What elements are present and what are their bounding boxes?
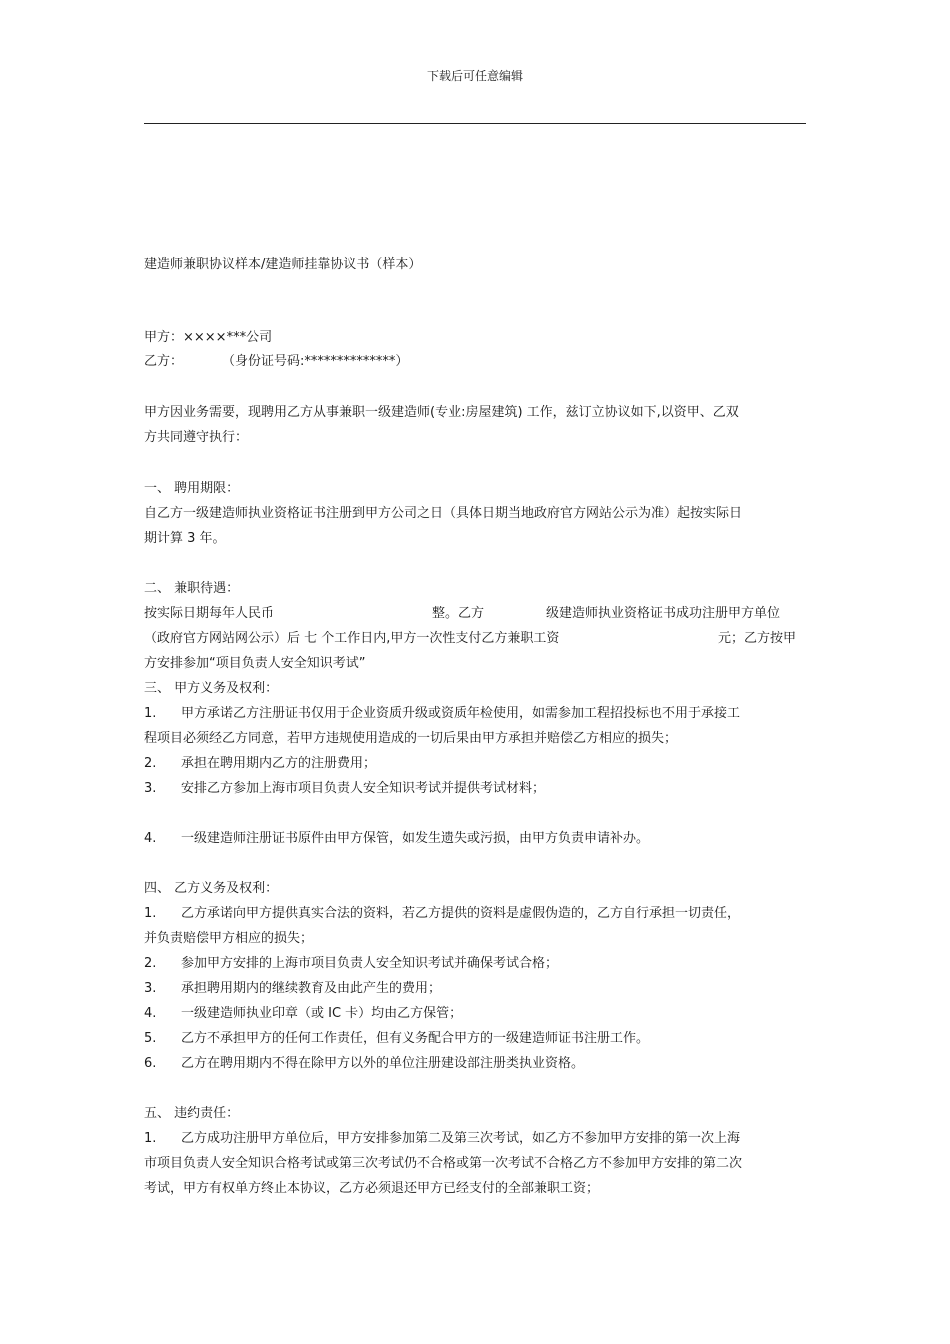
item-text: 一级建造师注册证书原件由甲方保管，如发生遗失或污损，由甲方负责申请补办。 <box>181 831 650 846</box>
item-number: 1. <box>144 906 157 921</box>
item-text: 甲方承诺乙方注册证书仅用于企业资质升级或资质年检使用，如需参加工程招投标也不用于承接工 <box>181 706 741 721</box>
item-text: 一级建造师执业印章（或 IC 卡）均由乙方保管； <box>181 1006 463 1021</box>
item-number: 3. <box>144 781 157 796</box>
section4-item-3 <box>144 977 441 1001</box>
page-header: 下载后可任意编辑 <box>426 69 523 83</box>
item-number: 5. <box>144 1031 157 1046</box>
section5-heading: 五、 违约责任： <box>144 1106 240 1121</box>
section2-line1-c: 级建造师执业资格证书成功注册甲方单位 <box>546 606 781 621</box>
item-number: 2. <box>144 956 157 971</box>
section1-line-1: 自乙方一级建造师执业资格证书注册到甲方公司之日（具体日期当地政府官方网站公示为准）起按实际日 <box>144 506 743 521</box>
section3-item-1-cont: 程项目必须经乙方同意，若甲方违规使用造成的一切后果由甲方承担并赔偿乙方相应的损失； <box>144 731 678 746</box>
section5-item-1-cont-2: 考试，甲方有权单方终止本协议，乙方必须退还甲方已经支付的全部兼职工资； <box>144 1181 600 1196</box>
item-number: 1. <box>144 1131 157 1146</box>
party-b-label: 乙方： <box>144 354 184 369</box>
intro-line-2: 方共同遵守执行： <box>144 430 249 445</box>
item-text: 乙方成功注册甲方单位后，甲方安排参加第二及第三次考试，如乙方不参加甲方安排的第一次上海 <box>181 1131 741 1146</box>
section2-line1-b: 整。乙方 <box>432 606 485 621</box>
item-number: 2. <box>144 756 157 771</box>
intro-line-1: 甲方因业务需要，现聘用乙方从事兼职一级建造师(专业:房屋建筑) 工作，兹订立协议如下,以资甲、乙双 <box>144 405 739 420</box>
item-number: 1. <box>144 706 157 721</box>
section3-item-2 <box>144 752 376 776</box>
header-rule <box>144 123 806 124</box>
item-number: 4. <box>144 1006 157 1021</box>
item-text: 安排乙方参加上海市项目负责人安全知识考试并提供考试材料； <box>181 781 546 796</box>
section2-line1-a: 按实际日期每年人民币 <box>144 606 275 621</box>
document-title: 建造师兼职协议样本/建造师挂靠协议书（样本） <box>144 257 422 272</box>
section3-item-3 <box>144 777 545 801</box>
section5-item-1 <box>144 1127 740 1151</box>
section2-line2-b: 元；乙方按甲 <box>718 631 797 646</box>
item-text: 乙方不承担甲方的任何工作责任，但有义务配合甲方的一级建造师证书注册工作。 <box>181 1031 650 1046</box>
section4-item-1 <box>144 902 740 926</box>
item-text: 承担聘用期内的继续教育及由此产生的费用； <box>181 981 442 996</box>
section4-item-6 <box>144 1052 584 1076</box>
section4-item-5 <box>144 1027 649 1051</box>
section3-item-4 <box>144 827 649 851</box>
party-b-id: （身份证号码:**************） <box>222 354 409 369</box>
item-text: 乙方在聘用期内不得在除甲方以外的单位注册建设部注册类执业资格。 <box>181 1056 585 1071</box>
item-number: 3. <box>144 981 157 996</box>
item-number: 6. <box>144 1056 157 1071</box>
section4-item-4 <box>144 1002 462 1026</box>
item-text: 承担在聘用期内乙方的注册费用； <box>181 756 377 771</box>
section2-line2-a: （政府官方网站网公示）后 七 个工作日内,甲方一次性支付乙方兼职工资 <box>144 631 560 646</box>
section5-item-1-cont-1: 市项目负责人安全知识合格考试或第三次考试仍不合格或第一次考试不合格乙方不参加甲方安排的第二次 <box>144 1156 743 1171</box>
item-text: 乙方承诺向甲方提供真实合法的资料，若乙方提供的资料是虚假伪造的，乙方自行承担一切责任， <box>181 906 741 921</box>
section4-heading: 四、 乙方义务及权利： <box>144 881 279 896</box>
party-a: 甲方：××××***公司 <box>144 330 273 345</box>
section2-heading: 二、 兼职待遇： <box>144 581 240 596</box>
item-number: 4. <box>144 831 157 846</box>
section3-heading: 三、 甲方义务及权利： <box>144 681 279 696</box>
section1-line-2: 期计算 3 年。 <box>144 531 226 546</box>
section4-item-1-cont: 并负责赔偿甲方相应的损失； <box>144 931 314 946</box>
item-text: 参加甲方安排的上海市项目负责人安全知识考试并确保考试合格； <box>181 956 559 971</box>
section1-heading: 一、 聘用期限： <box>144 481 240 496</box>
section4-item-2 <box>144 952 558 976</box>
section2-line-3: 方安排参加“项目负责人安全知识考试” <box>144 656 366 671</box>
section3-item-1 <box>144 702 740 726</box>
